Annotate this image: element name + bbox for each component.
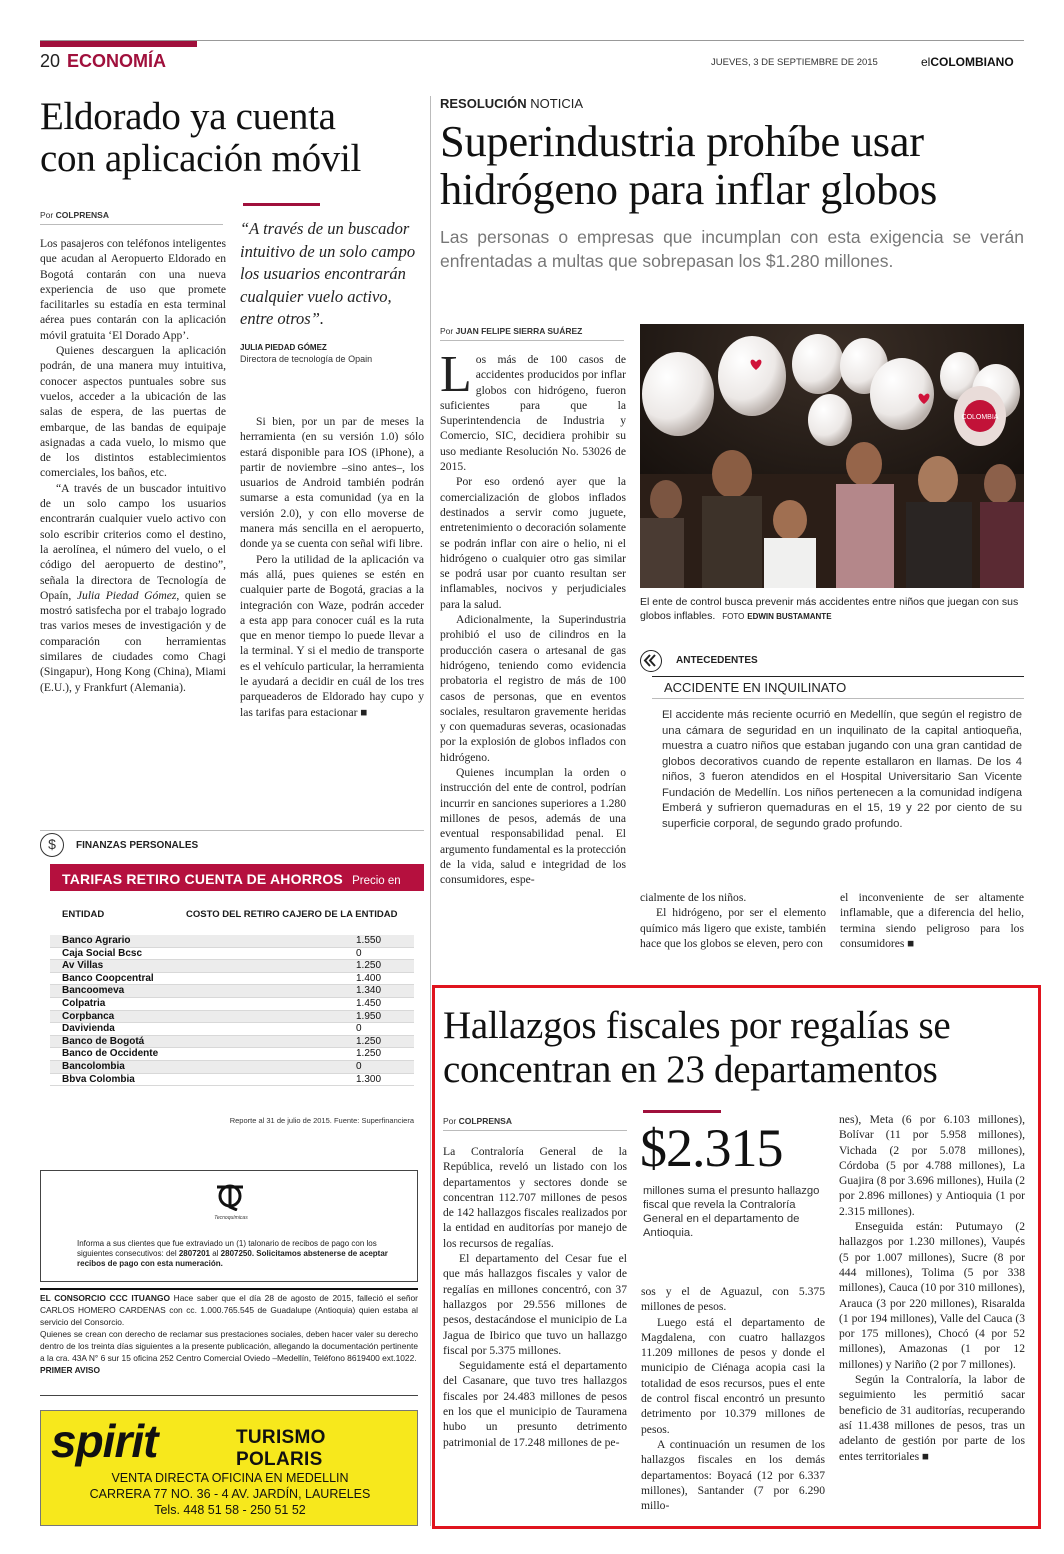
finanzas-row <box>50 1074 414 1087</box>
finanzas-label: FINANZAS PERSONALES <box>76 840 199 851</box>
ad-consorcio: EL CONSORCIO CCC ITUANGO Hace saber que el día 28 de agosto de 2015, falleció el señor CARLOS HOMERO CARDENAS con cc. 1.000.765.545 de Guadalupe (Antioquia) quien estaba al servicio del Consorcio. Quienes se crean con derecho de reclamar sus prestaciones sociales, deben hacer valer su derecho dentro de los treinta días siguientes a la presente publicación, allegando la documentación pertinente a la cra. 43A N° 6 sur 15 oficina 252 Centro Comercial Oviedo –Medellín, Teléfono 8619400 ext.1022. PRIMER AVISO <box>40 1288 418 1396</box>
finanzas-table <box>50 935 414 1086</box>
finanzas-entity: Caja Social Bcsc <box>62 947 143 959</box>
finanzas-value: 0 <box>356 1023 362 1035</box>
spirit-line3: Tels. 448 51 58 - 250 51 52 <box>154 1503 306 1517</box>
finanzas-row <box>50 935 414 948</box>
finanzas-value: 1.400 <box>356 972 382 984</box>
brand-name: COLOMBIANO <box>930 55 1014 69</box>
finanzas-row <box>50 960 414 973</box>
finanzas-col-cost: COSTO DEL RETIRO CAJERO DE LA ENTIDAD <box>186 909 398 920</box>
antecedentes-box <box>640 650 1024 890</box>
finanzas-value: 1.550 <box>356 935 382 946</box>
chevron-left-icon <box>640 650 662 672</box>
article1-col1: Los pasajeros con teléfonos inteligentes que acudan al Aeropuerto Eldorado en Bogotá contarán con una nueva experiencia de uso que promete facilitarles su estadía en esta terminal aérea pues contarán con la aplicación móvil gratuita ‘El Dorado App’. Quienes descarguen la aplicación podrán, de una manera muy intuitiva, conocer aspectos puntuales sobre sus vuelos, acceder a la ubicación de las salas de espera, de las puertas de embarque, de las bandas de equipaje asignadas a cada vuelo, lo mismo que de los distintos establecimientos comerciales, los baños, etc. “A través de un buscador intuitivo de un solo campo los usuarios encontrarán cualquier vuelo activo con solo escribir criterios como el destino, la aerolínea, el número del vuelo, o el código del aeropuerto de destino”, señala la directora de Tecnología de Opaín, Julia Piedad Gómez, quien se mostró satisfecha por el trabajo logrado tras varios meses de investigación y de comparación con herramientas similares de ciudades como Chagi (Singapur), Hong Kong (China), Miami (E.U.), y Frankfurt (Alemania). <box>40 237 226 694</box>
pull-quote-role: Directora de tecnología de Opain <box>240 353 373 364</box>
finanzas-row <box>50 1011 414 1024</box>
article2-kicker: RESOLUCIÓN NOTICIA <box>440 96 584 111</box>
finanzas-box <box>40 830 424 1130</box>
finanzas-row <box>50 948 414 961</box>
finanzas-source: Reporte al 31 de julio de 2015. Fuente: Superfinanciera <box>229 1116 414 1125</box>
brand-logo <box>921 55 1014 69</box>
spirit-line1: VENTA DIRECTA OFICINA EN MEDELLIN <box>111 1471 349 1485</box>
finanzas-row <box>50 1061 414 1074</box>
finanzas-col-entity: ENTIDAD <box>62 909 105 920</box>
header-accent-bar <box>40 40 197 47</box>
antecedentes-title: ACCIDENTE EN INQUILINATO <box>652 676 1024 699</box>
article1-title: Eldorado ya cuenta con aplicación móvil <box>40 95 362 180</box>
finanzas-value: 1.250 <box>356 1035 382 1047</box>
finanzas-value: 1.250 <box>356 1048 382 1060</box>
finanzas-title-bar: TARIFAS RETIRO CUENTA DE AHORROS Precio en pesos <box>50 864 424 891</box>
article2-col1: Los más de 100 casos de accidentes producidos por inflar globos con hidrógeno, fueron suficientes para que la Superintendencia de Industria y Comercio, SIC, decidiera prohibir su uso mediante Resolución No. 53026 de 2015. Por eso ordenó ayer que la comercialización de globos inflados destinados a servir como juguete, entretenimiento o decoración solamente se podrán inflar con aire o helio, ni el hidrógeno o cualquier otro gas similar se podrá usar por cuanto resultan ser inflamables, nocivos y perjudiciales para la salud. Adicionalmente, la Superindustria prohibió el uso de cilindros en la producción casera o artesanal de gas hidrógeno, teniendo como evidencia probatoria el registro de más de 100 casos de personas, que en eventos sociales, resultaron gravemente heridas y con quemaduras severas, ocasionadas por la explosión de globos inflados con hidrógeno. Quienes incumplan la orden o instrucción del ente de control, podrían incurrir en sanciones superiores a 1.280 millones de pesos, además de una eventual responsabilidad penal. El argumento fundamental es la protección de la vida, salud e integridad de los consumidores, espe- <box>440 346 626 887</box>
section-name: ECONOMÍA <box>67 51 166 71</box>
header <box>40 40 1024 72</box>
dollar-icon: $ <box>40 833 64 857</box>
page-number: 20 <box>40 51 61 71</box>
finanzas-row <box>50 1036 414 1049</box>
finanzas-entity: Banco de Occidente <box>62 1048 159 1060</box>
finanzas-value: 0 <box>356 947 362 959</box>
article1-col2: Si bien, por un par de meses la herramienta (en su versión 1.0) sólo estará disponible para IOS (iPhone), a partir de noviembre –sino antes–, los usuarios de Android también podrán sumarse a esta comunidad (ya en la versión 2.0), y con ello moverse de manera más sencilla en el aeropuerto, donde ya se cuenta con señal wifi libre. Pero la utilidad de la aplicación va más allá, pues quienes se estén en cualquier parte de Bogotá, gracias a la integración con Waze, podrán acceder a esta app para conocer cuál es la ruta que en menor tiempo lo puede llevar a la terminal. Y si el medio de transporte es el vehículo particular, la herramienta le ayudará a decidir en cuál de los tres parqueaderos de Eldorado hay cupo y las tarifas para estacionar ■ <box>240 415 424 719</box>
finanzas-entity: Av Villas <box>62 960 104 972</box>
photo-caption: El ente de control busca prevenir más accidentes entre niños que juegan con sus globos inflables. FOTO EDWIN BUSTAMANTE <box>640 596 1019 622</box>
header-date: JUEVES, 3 DE SEPTIEMBRE DE 2015 <box>711 57 878 68</box>
spirit-line2: CARRERA 77 NO. 36 - 4 AV. JARDÍN, LAURELES <box>89 1487 371 1501</box>
finanzas-row <box>50 985 414 998</box>
article-hallazgos <box>432 985 1041 1529</box>
header-rule <box>40 40 1024 41</box>
spirit-name: TURISMO POLARIS <box>236 1427 326 1470</box>
article1-byline: Por COLPRENSA <box>40 210 223 225</box>
finanzas-row <box>50 973 414 986</box>
finanzas-entity: Davivienda <box>62 1023 115 1035</box>
finanzas-row <box>50 1048 414 1061</box>
antecedentes-label: ANTECEDENTES <box>676 655 758 666</box>
brand-prefix: el <box>921 55 931 69</box>
article3-byline: Por COLPRENSA <box>443 1116 627 1131</box>
finanzas-entity: Banco Coopcentral <box>62 972 154 984</box>
article1-title-accent <box>243 203 320 206</box>
finanzas-row <box>50 1023 414 1036</box>
article2-title: Superindustria prohíbe usar hidrógeno para inflar globos <box>440 116 938 214</box>
finanzas-value: 1.950 <box>356 1010 382 1022</box>
finanzas-value: 1.300 <box>356 1073 382 1085</box>
ad-notice <box>40 1170 418 1282</box>
finanzas-value: 1.450 <box>356 997 382 1009</box>
finanzas-entity: Banco de Bogotá <box>62 1035 145 1047</box>
article2-photo <box>640 324 1024 588</box>
article3-col2: sos y el de Aguazul, con 5.375 millones de pesos. Luego está el departamento de Magdalena, con cuatro hallazgos 11.209 millones de pesos y donde el municipio de Ciénaga acopia casi la totalidad de esos recursos, pues el ente de control fiscal encontró un presunto detrimento por 10.379 millones de pesos. A continuación un resumen de los hallazgos fiscales en los demás departamentos: Boyacá (12 por 6.337 millones), Santander (7 por 6.290 millo- <box>641 1285 825 1513</box>
article3-title: Hallazgos fiscales por regalías se concentran en 23 departamentos <box>443 1004 951 1091</box>
article2-col2-tail: cialmente de los niños. El hidrógeno, por ser el elemento químico más ligero que existe, también hace que los globos se eleven, pero con <box>640 891 826 950</box>
article3-col3: nes), Meta (6 por 6.103 millones), Bolívar (11 por 5.958 millones), Vichada (2 por 5.078 millones), Córdoba (5 por 4.788 millones), La Guajira (8 por 3.696 millones), Huila (2 por 2.896 millones) y Antioquia (1 por 2.315 millones). Enseguida están: Putumayo (2 hallazgos por 1.230 millones), Vaupés (5 por 1.007 millones), Sucre (8 por 444 millones), Tolima (5 por 338 millones), Cauca (10 por 310 millones), Arauca (3 por 220 millones), Risaralda (1 por 194 millones), Valle del Cauca (3 por 175 millones), Chocó (4 por 52 millones), Amazonas (1 por 12 millones) y Nariño (2 por 7 millones). Según la Contraloría, la labor de seguimiento les permitió sacar beneficio de 31 auditorías, recuperando así 11.438 millones de pesos, tras un adelanto de gestión por parte de los entes territoriales ■ <box>839 1113 1025 1463</box>
pull-quote-name: JULIA PIEDAD GÓMEZ <box>240 342 327 352</box>
finanzas-entity: Bancoomeva <box>62 985 125 997</box>
ad-notice-text: Informa a sus clientes que fue extraviado un (1) talonario de recibos de pago con los siguientes consecutivos: del 2807201 al 2807250. Solicitamos abstenerse de aceptar recibos de pago con esta numeración. <box>77 1239 388 1268</box>
tq-logo-icon <box>213 1181 247 1211</box>
finanzas-entity: Corpbanca <box>62 1010 115 1022</box>
big-number-accent <box>643 1110 721 1113</box>
antecedentes-text: El accidente más reciente ocurrió en Medellín, que según el registro de una cámara de seguridad en un inquilinato de la capital antioqueña, muestra a cuatro niños que estaban jugando con una gran cantidad de globos decorativos cuando de repente estallaron en llamas. De los 4 niños, 3 fueron atendidos en el Hospital Universitario San Vicente Fundación de Medellín. Los niños pertenecen a la comunidad indígena Emberá y sufrieron quemaduras en el 15, 19 y 22 por ciento de su superficie corporal, de segundo grado profundo. <box>662 709 1022 830</box>
big-number-caption: millones suma el presunto hallazgo fiscal que revela la Contraloría General en el departamento de Antioquia. <box>643 1185 820 1239</box>
finanzas-value: 0 <box>356 1060 362 1072</box>
crowd-photo-illustration <box>640 324 1024 588</box>
article2-deck: Las personas o empresas que incumplan con esta exigencia se verán enfrentadas a multas que sobrepasan los $1.280 millones. <box>440 227 1024 271</box>
article2-col3-tail: el inconveniente de ser altamente inflamable, que a diferencia del helio, termina siendo peligroso para los consumidores ■ <box>840 891 1024 950</box>
tq-logo-caption: Tecnoquímicas <box>214 1215 248 1221</box>
column-divider <box>430 96 431 1526</box>
pull-quote <box>240 218 424 364</box>
pull-quote-text: “A través de un buscador intuitivo de un solo campo los usuarios encontrarán cualquier vuelo activo, entre otros”. <box>240 219 416 328</box>
article3-col1: La Contraloría General de la República, reveló un listado con los departamentos y sectores donde se concentran 112.707 millones de pesos de 142 hallazgos fiscales realizados por la entidad en auditorías por manejo de los recursos de regalías. El departamento del Cesar fue el que más hallazgos fiscales y valor de regalías en millones concentró, con 37 hallazgos por 29.556 millones de pesos, destacándose el municipio de La Jagua de Ibirico que tuvo un hallazgo fiscal por 5.375 millones. Seguidamente está el departamento del Casanare, que tuvo tres hallazgos fiscales por 24.483 millones de pesos en los que el municipio de Tauramena hubo un presunto detrimento patrimonial de 17.248 millones de pe- <box>443 1145 627 1449</box>
big-number: $2.315 <box>640 1118 783 1178</box>
finanzas-entity: Banco Agrario <box>62 935 131 946</box>
photo-badge-text: COLOMBIA <box>961 414 999 421</box>
spirit-logo: spirit <box>51 1415 158 1467</box>
ad-spirit <box>40 1410 418 1526</box>
finanzas-value: 1.340 <box>356 985 382 997</box>
article2-byline: Por JUAN FELIPE SIERRA SUÁREZ <box>440 326 624 341</box>
article-superindustria <box>440 96 1024 976</box>
finanzas-value: 1.250 <box>356 960 382 972</box>
finanzas-entity: Colpatria <box>62 997 106 1009</box>
finanzas-entity: Bbva Colombia <box>62 1073 135 1085</box>
article-eldorado <box>40 96 424 816</box>
finanzas-entity: Bancolombia <box>62 1060 125 1072</box>
dropcap: L <box>440 346 472 403</box>
finanzas-row <box>50 998 414 1011</box>
